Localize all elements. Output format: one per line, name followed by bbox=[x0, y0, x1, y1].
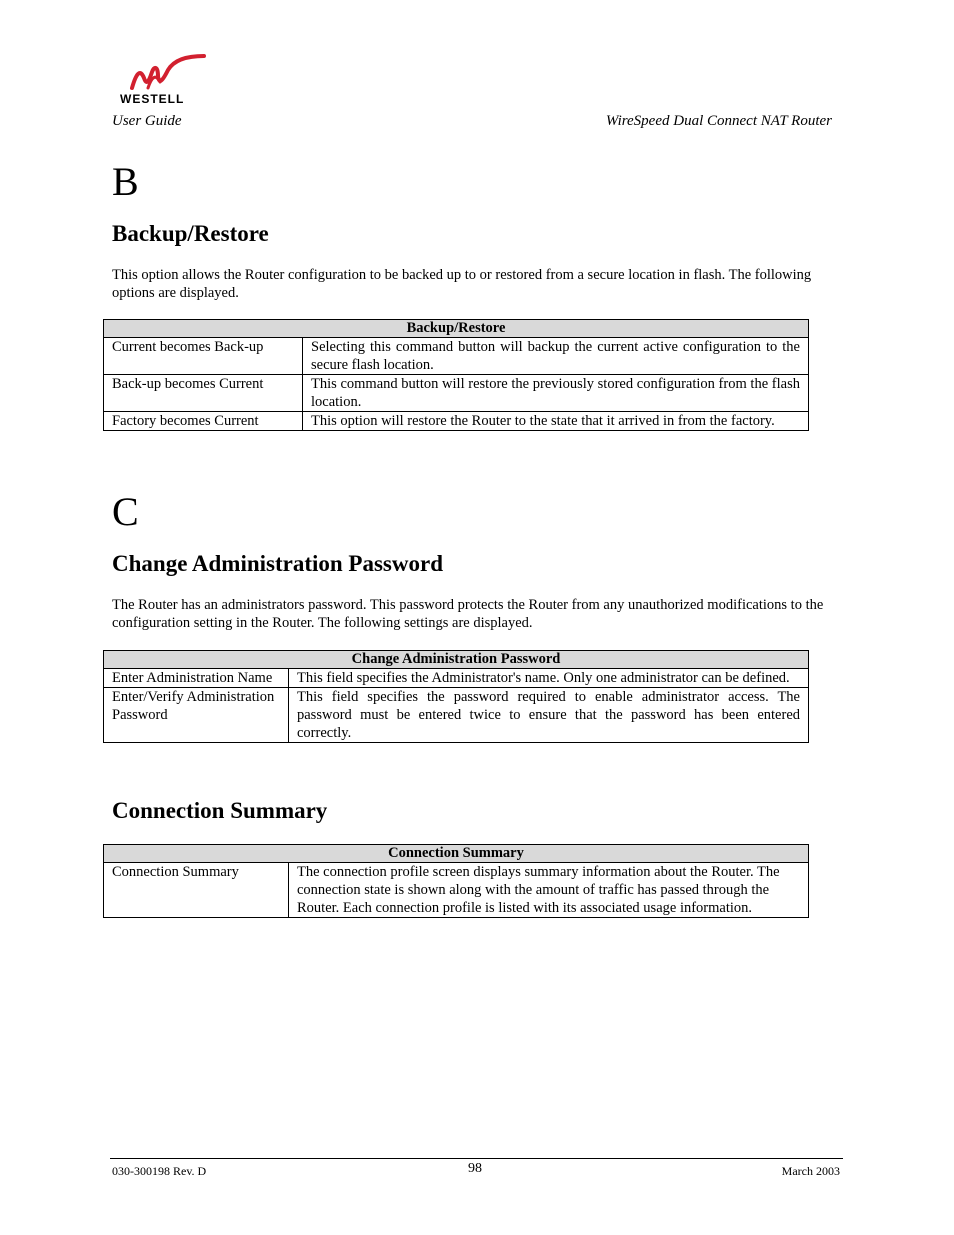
desc-cell: The connection profile screen displays summary information about the Router. The connection state is shown along with the amount of traffic has passed through the Router. Each connection profile is listed with its associated usage information. bbox=[289, 863, 809, 918]
term-cell: Enter/Verify Administration Password bbox=[104, 688, 289, 743]
change-password-table-title: Change Administration Password bbox=[104, 651, 809, 669]
connection-summary-table bbox=[103, 844, 809, 918]
table-row bbox=[104, 412, 809, 431]
connection-summary-table-title: Connection Summary bbox=[104, 845, 809, 863]
term-cell: Back-up becomes Current bbox=[104, 375, 303, 412]
desc-cell: This command button will restore the previously stored configuration from the flash location. bbox=[303, 375, 809, 412]
heading-backup-restore: Backup/Restore bbox=[112, 221, 269, 246]
desc-cell: This option will restore the Router to the state that it arrived in from the factory. bbox=[303, 412, 809, 431]
desc-cell: This field specifies the password required to enable administrator access. The password must be entered twice to ensure that the password has been entered correctly. bbox=[289, 688, 809, 743]
desc-cell: This field specifies the Administrator's name. Only one administrator can be defined. bbox=[289, 669, 809, 688]
term-cell: Factory becomes Current bbox=[104, 412, 303, 431]
change-password-intro-text: The Router has an administrators password. This password protects the Router from any unauthorized modifications to the configuration setting in the Router. The following settings are displayed. bbox=[112, 597, 824, 631]
table-row bbox=[104, 669, 809, 688]
backup-table-title: Backup/Restore bbox=[104, 320, 809, 338]
header-left-title: User Guide bbox=[112, 113, 182, 129]
footer-date: March 2003 bbox=[781, 1164, 840, 1178]
table-row bbox=[104, 863, 809, 918]
heading-change-admin-password: Change Administration Password bbox=[112, 551, 443, 576]
footer-doc-number: 030-300198 Rev. D bbox=[112, 1164, 207, 1178]
term-cell: Current becomes Back-up bbox=[104, 338, 303, 375]
logo-wordmark: WESTELL bbox=[120, 92, 185, 106]
heading-connection-summary: Connection Summary bbox=[112, 798, 328, 823]
change-password-table bbox=[103, 650, 809, 743]
table-row bbox=[104, 688, 809, 743]
term-cell: Connection Summary bbox=[104, 863, 289, 918]
table-row bbox=[104, 375, 809, 412]
table-row bbox=[104, 338, 809, 375]
header-right-title: WireSpeed Dual Connect NAT Router bbox=[605, 113, 832, 129]
section-letter-c: C bbox=[112, 489, 139, 534]
backup-intro-text: This option allows the Router configuration to be backed up to or restored from a secure location in flash. The following options are displayed. bbox=[112, 267, 812, 301]
section-letter-b: B bbox=[112, 159, 139, 204]
backup-restore-table bbox=[103, 319, 809, 431]
term-cell: Enter Administration Name bbox=[104, 669, 289, 688]
footer-divider bbox=[110, 1158, 843, 1159]
desc-cell: Selecting this command button will backup the current active configuration to the secure flash location. bbox=[303, 338, 809, 375]
footer-page-number: 98 bbox=[468, 1161, 482, 1176]
